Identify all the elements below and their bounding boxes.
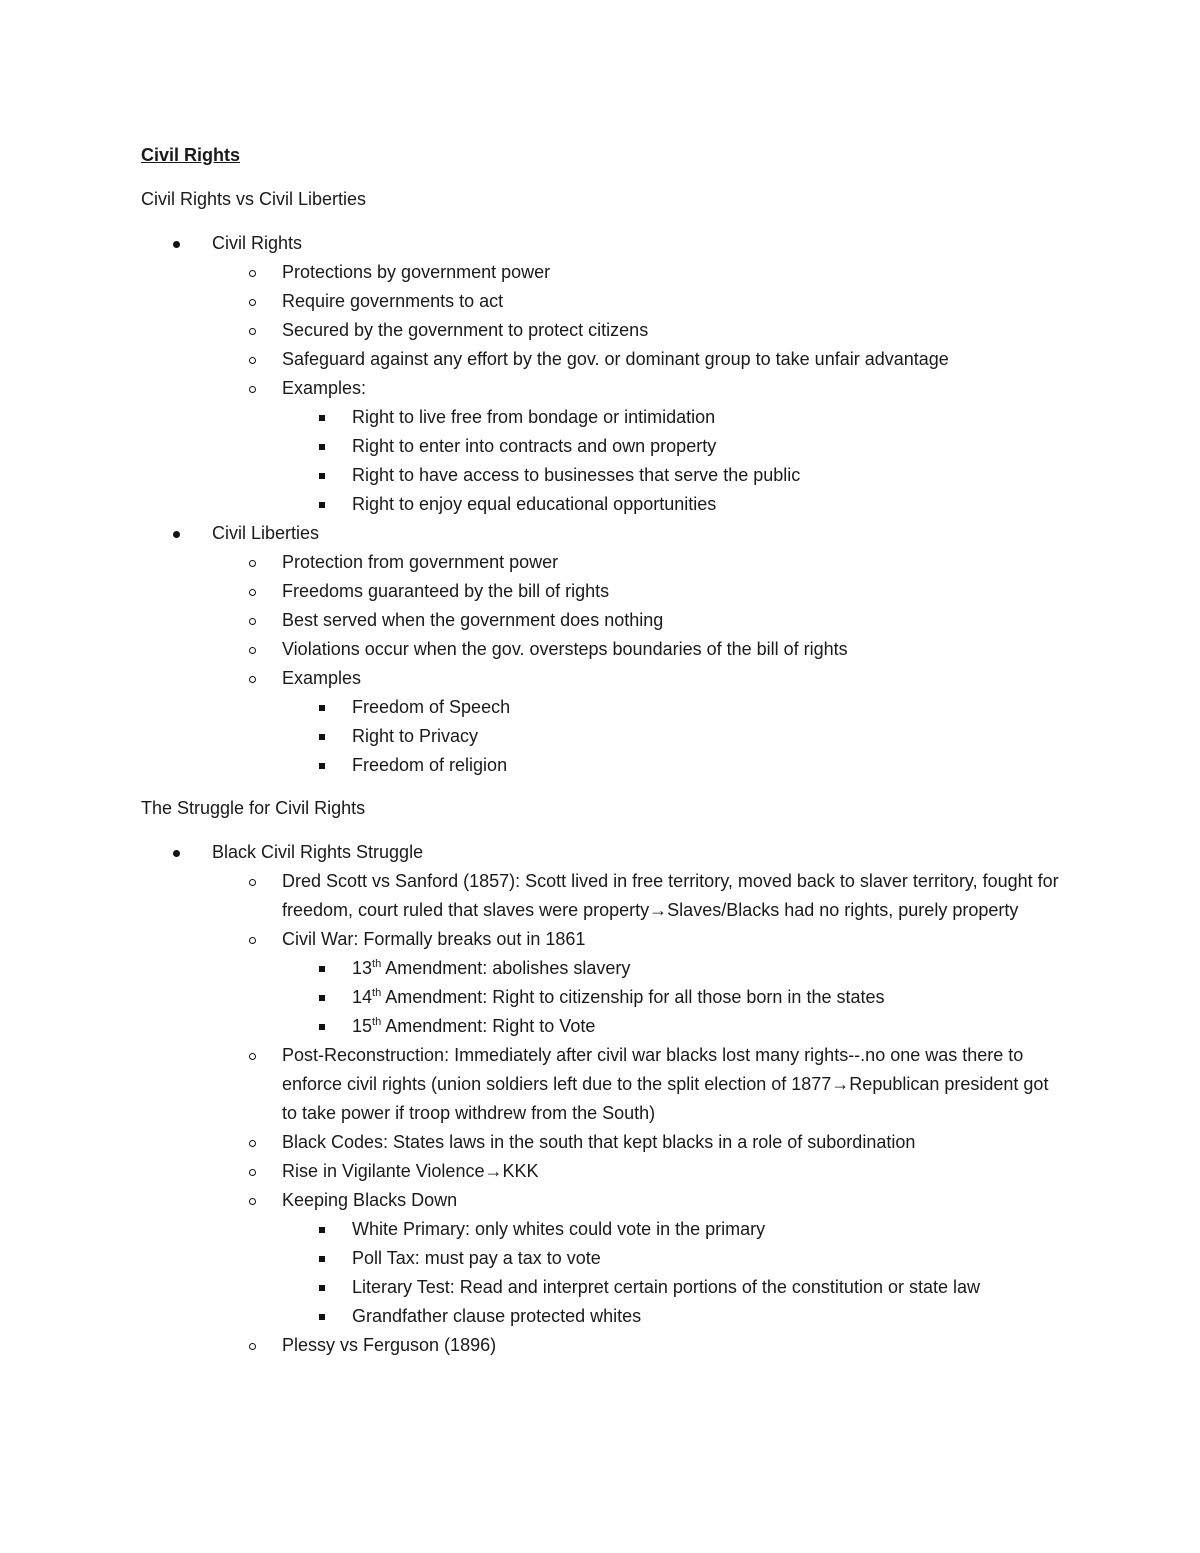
- square-bullet-icon: [319, 461, 325, 490]
- square-bullet-icon: [319, 954, 325, 983]
- list-item-black-civil-rights: Black Civil Rights Struggle: [141, 838, 1061, 867]
- list-item: Freedom of Speech: [141, 693, 1061, 722]
- list-item: Require governments to act: [141, 287, 1061, 316]
- list-item: Literary Test: Read and interpret certain portions of the constitution or state law: [141, 1273, 1061, 1302]
- struggle-list: [141, 838, 1061, 1360]
- list-item: Poll Tax: must pay a tax to vote: [141, 1244, 1061, 1273]
- list-item-civil-liberties: Civil Liberties: [141, 519, 1061, 548]
- bullet-icon: [173, 229, 180, 258]
- circle-bullet-icon: [249, 635, 256, 664]
- list-item: Right to live free from bondage or intimidation: [141, 403, 1061, 432]
- list-item: Violations occur when the gov. oversteps boundaries of the bill of rights: [141, 635, 1061, 664]
- list-item: Right to enjoy equal educational opportunities: [141, 490, 1061, 519]
- circle-bullet-icon: [249, 287, 256, 316]
- list-item: Best served when the government does nothing: [141, 606, 1061, 635]
- document-content: [141, 141, 1061, 1360]
- bullet-icon: [173, 519, 180, 548]
- list-item-dred-scott: Dred Scott vs Sanford (1857): Scott lived in free territory, moved back to slaver territory, fought for freedom, court ruled that slaves were property→Slaves/Blacks had no rights, purely property: [141, 867, 1061, 925]
- circle-bullet-icon: [249, 1041, 256, 1070]
- page-title: Civil Rights: [141, 145, 241, 165]
- list-item-civil-rights: Civil Rights: [141, 229, 1061, 258]
- square-bullet-icon: [319, 1302, 325, 1331]
- list-item: Safeguard against any effort by the gov. or dominant group to take unfair advantage: [141, 345, 1061, 374]
- square-bullet-icon: [319, 693, 325, 722]
- circle-bullet-icon: [249, 1157, 256, 1186]
- square-bullet-icon: [319, 1012, 325, 1041]
- circle-bullet-icon: [249, 1186, 256, 1215]
- list-item: Protection from government power: [141, 548, 1061, 577]
- list-item-black-codes: Black Codes: States laws in the south that kept blacks in a role of subordination: [141, 1128, 1061, 1157]
- bullet-icon: [173, 838, 180, 867]
- square-bullet-icon: [319, 1215, 325, 1244]
- list-item: Grandfather clause protected whites: [141, 1302, 1061, 1331]
- square-bullet-icon: [319, 983, 325, 1012]
- square-bullet-icon: [319, 722, 325, 751]
- circle-bullet-icon: [249, 867, 256, 896]
- square-bullet-icon: [319, 1244, 325, 1273]
- list-item-vigilante: Rise in Vigilante Violence→KKK: [141, 1157, 1061, 1186]
- circle-bullet-icon: [249, 316, 256, 345]
- list-item: Examples: [141, 664, 1061, 693]
- square-bullet-icon: [319, 432, 325, 461]
- list-item-post-reconstruction: Post-Reconstruction: Immediately after civil war blacks lost many rights--.no one was there to enforce civil rights (union soldiers left due to the split election of 1877→Republican president got to take power if troop withdrew from the South): [141, 1041, 1061, 1128]
- list-item-amendment: 14th Amendment: Right to citizenship for all those born in the states: [141, 983, 1061, 1012]
- circle-bullet-icon: [249, 548, 256, 577]
- list-item: Right to have access to businesses that serve the public: [141, 461, 1061, 490]
- section-heading-rights-vs-liberties: Civil Rights vs Civil Liberties: [141, 189, 367, 209]
- list-item-plessy: Plessy vs Ferguson (1896): [141, 1331, 1061, 1360]
- list-item: Right to Privacy: [141, 722, 1061, 751]
- circle-bullet-icon: [249, 925, 256, 954]
- circle-bullet-icon: [249, 664, 256, 693]
- rights-vs-liberties-list: [141, 229, 1061, 780]
- circle-bullet-icon: [249, 345, 256, 374]
- circle-bullet-icon: [249, 258, 256, 287]
- section-heading-struggle: The Struggle for Civil Rights: [141, 798, 366, 818]
- list-item-amendment: 15th Amendment: Right to Vote: [141, 1012, 1061, 1041]
- circle-bullet-icon: [249, 374, 256, 403]
- list-item: Secured by the government to protect citizens: [141, 316, 1061, 345]
- circle-bullet-icon: [249, 1331, 256, 1360]
- list-item: Protections by government power: [141, 258, 1061, 287]
- square-bullet-icon: [319, 1273, 325, 1302]
- circle-bullet-icon: [249, 1128, 256, 1157]
- list-item: White Primary: only whites could vote in the primary: [141, 1215, 1061, 1244]
- list-item-keeping-down: Keeping Blacks Down: [141, 1186, 1061, 1215]
- list-item-civil-war: Civil War: Formally breaks out in 1861: [141, 925, 1061, 954]
- circle-bullet-icon: [249, 577, 256, 606]
- list-item: Freedom of religion: [141, 751, 1061, 780]
- list-item: Right to enter into contracts and own property: [141, 432, 1061, 461]
- circle-bullet-icon: [249, 606, 256, 635]
- square-bullet-icon: [319, 751, 325, 780]
- list-item: Examples:: [141, 374, 1061, 403]
- square-bullet-icon: [319, 490, 325, 519]
- square-bullet-icon: [319, 403, 325, 432]
- list-item-amendment: 13th Amendment: abolishes slavery: [141, 954, 1061, 983]
- list-item: Freedoms guaranteed by the bill of rights: [141, 577, 1061, 606]
